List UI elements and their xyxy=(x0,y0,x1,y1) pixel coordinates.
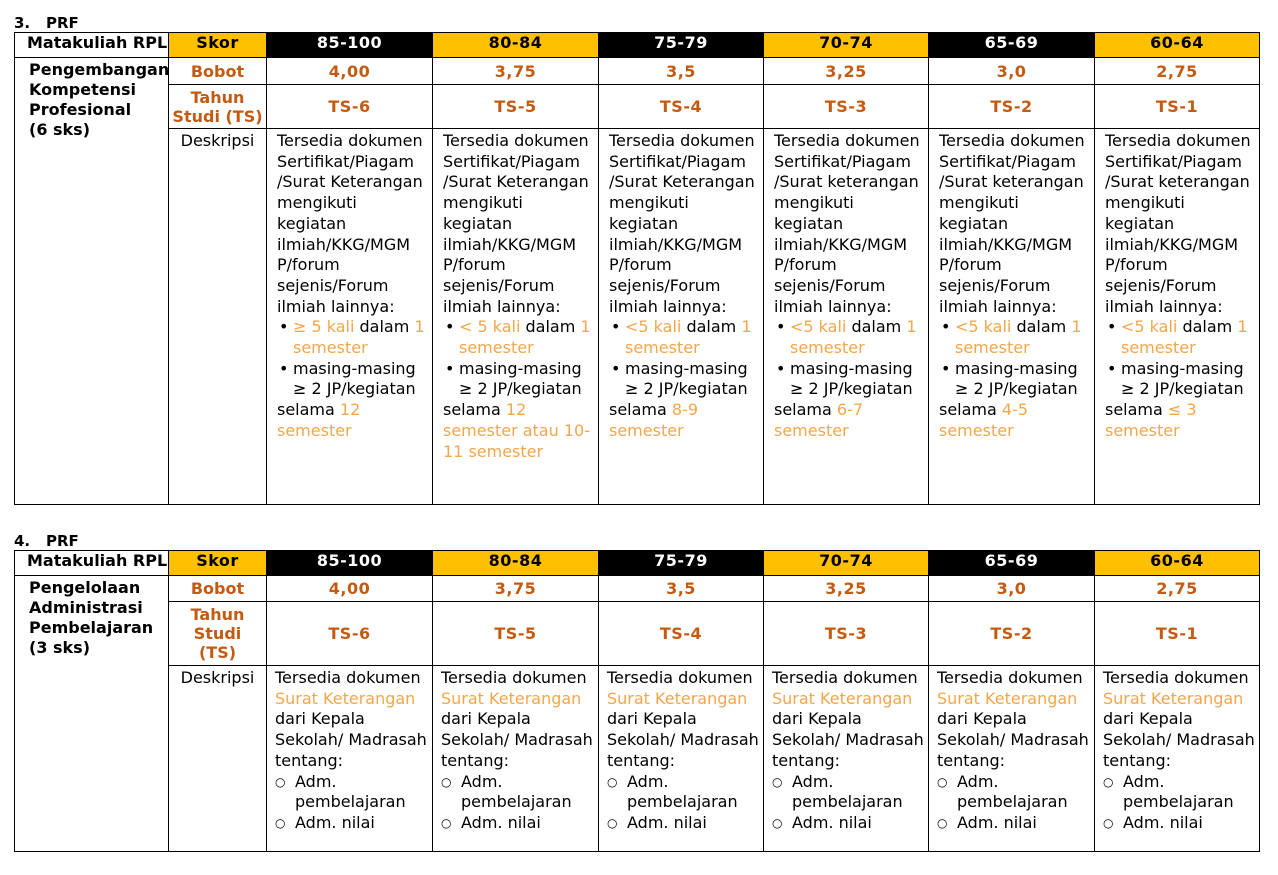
description-bullet xyxy=(939,317,1090,358)
bobot-value: 3,75 xyxy=(433,58,599,85)
deskripsi-row xyxy=(15,129,1260,505)
rubric-table-3 xyxy=(14,32,1260,505)
bobot-value: 3,25 xyxy=(764,58,929,85)
bobot-value: 2,75 xyxy=(1095,58,1260,85)
header-row xyxy=(15,33,1260,58)
description-cell xyxy=(929,666,1095,852)
intro-text: Tersedia dokumen xyxy=(1103,668,1249,687)
tail-text: selama xyxy=(277,400,340,420)
section-4-name: PRF xyxy=(46,532,79,550)
section-3-number: 3. xyxy=(14,14,31,32)
header-score-1: 85-100 xyxy=(267,551,433,576)
description-cell xyxy=(267,129,433,505)
description-bullet xyxy=(443,359,594,400)
description-bullet xyxy=(774,317,924,358)
description-item: ○ Adm. nilai xyxy=(607,813,759,834)
description-tail xyxy=(277,400,428,441)
description-list xyxy=(277,317,428,400)
description-list xyxy=(607,772,759,834)
duration-highlight: 12 semester xyxy=(277,400,361,440)
tail-text: selama xyxy=(1105,400,1168,420)
description-cell xyxy=(929,129,1095,505)
header-row xyxy=(15,551,1260,576)
description-bullet xyxy=(1105,359,1255,400)
deskripsi-row xyxy=(15,666,1260,852)
header-score-6: 60-64 xyxy=(1095,33,1260,58)
bullet-text: masing-masing ≥ 2 JP/kegiatan xyxy=(459,358,582,399)
tahun-value: TS-1 xyxy=(1095,85,1260,129)
bobot-value: 3,75 xyxy=(433,576,599,602)
description-intro xyxy=(607,668,759,772)
duration-highlight: 8-9 semester xyxy=(609,400,699,440)
section-3-name: PRF xyxy=(46,14,79,32)
description-list xyxy=(443,317,594,400)
duration-highlight: 6-7 semester xyxy=(774,400,864,440)
course-credits: (3 sks) xyxy=(29,638,91,657)
description-list xyxy=(1103,772,1255,834)
tahun-value: TS-3 xyxy=(764,85,929,129)
duration-highlight: 4-5 semester xyxy=(939,400,1029,440)
description-list xyxy=(937,772,1090,834)
description-item: ○ Adm. pembelajaran xyxy=(772,772,924,813)
description-item: ○ Adm. pembelajaran xyxy=(607,772,759,813)
description-intro: Tersedia dokumen Sertifikat/Piagam /Surat keterangan mengikuti kegiatan ilmiah/KKG/MGM P/forum sejenis/Forum ilmiah lainnya: xyxy=(939,131,1085,316)
document-highlight: Surat Keterangan xyxy=(275,688,416,708)
section-4-title xyxy=(14,532,1260,550)
description-intro: Tersedia dokumen Sertifikat/Piagam /Surat Keterangan mengikuti kegiatan ilmiah/KKG/MGM P/forum sejenis/Forum ilmiah lainnya: xyxy=(443,131,589,316)
document-highlight: Surat Keterangan xyxy=(441,688,582,708)
description-item: ○ Adm. nilai xyxy=(772,813,924,834)
tail-text: selama xyxy=(609,400,672,420)
duration-highlight: ≤ 3 semester xyxy=(1105,400,1197,440)
tahun-value: TS-5 xyxy=(433,602,599,666)
description-cell xyxy=(599,666,764,852)
bobot-value: 3,5 xyxy=(599,576,764,602)
description-cell xyxy=(599,129,764,505)
description-item: ○ Adm. pembelajaran xyxy=(441,772,594,813)
header-score-2: 80-84 xyxy=(433,33,599,58)
description-item: ○ Adm. pembelajaran xyxy=(937,772,1090,813)
header-score-4: 70-74 xyxy=(764,551,929,576)
bobot-value: 4,00 xyxy=(267,576,433,602)
description-list xyxy=(772,772,924,834)
period-highlight: 1 semester xyxy=(625,317,752,358)
course-line: Kompetensi xyxy=(29,80,136,99)
description-bullet xyxy=(277,317,428,358)
bobot-value: 4,00 xyxy=(267,58,433,85)
document-highlight: Surat Keterangan xyxy=(1103,688,1244,708)
course-line: Pengembangan xyxy=(29,60,170,79)
description-intro: Tersedia dokumen Sertifikat/Piagam /Surat Keterangan mengikuti kegiatan ilmiah/KKG/MGM P/forum sejenis/Forum ilmiah lainnya: xyxy=(609,131,755,316)
description-tail xyxy=(774,400,924,441)
description-bullet xyxy=(609,359,759,400)
description-cell xyxy=(764,666,929,852)
tahun-label: Tahun Studi (TS) xyxy=(169,602,267,666)
period-highlight: 1 semester xyxy=(1121,317,1248,358)
bobot-label: Bobot xyxy=(169,576,267,602)
document-highlight: Surat Keterangan xyxy=(937,688,1078,708)
description-list xyxy=(441,772,594,834)
description-cell xyxy=(764,129,929,505)
course-line: Pembelajaran xyxy=(29,618,154,637)
bobot-value: 3,0 xyxy=(929,58,1095,85)
description-cell xyxy=(267,666,433,852)
description-tail xyxy=(609,400,759,441)
tail-text: selama xyxy=(939,400,1002,420)
header-score-5: 65-69 xyxy=(929,551,1095,576)
bullet-text: dalam xyxy=(846,317,907,337)
tahun-row xyxy=(15,602,1260,666)
intro-text: dari Kepala Sekolah/ Madrasah tentang: xyxy=(937,709,1089,770)
header-score-1: 85-100 xyxy=(267,33,433,58)
description-intro: Tersedia dokumen Sertifikat/Piagam /Surat Keterangan mengikuti kegiatan ilmiah/KKG/MGM P/forum sejenis/Forum ilmiah lainnya: xyxy=(277,131,423,316)
description-list xyxy=(1105,317,1255,400)
document-highlight: Surat Keterangan xyxy=(607,688,748,708)
description-intro xyxy=(441,668,594,772)
section-4-number: 4. xyxy=(14,532,31,550)
description-bullet xyxy=(277,359,428,400)
description-bullet xyxy=(774,359,924,400)
tahun-value: TS-4 xyxy=(599,85,764,129)
description-cell xyxy=(1095,666,1260,852)
period-highlight: 1 semester xyxy=(955,317,1082,358)
description-intro xyxy=(772,668,924,772)
bobot-value: 3,25 xyxy=(764,576,929,602)
description-item: ○ Adm. nilai xyxy=(441,813,594,834)
description-bullet xyxy=(939,359,1090,400)
frequency-highlight: <5 kali xyxy=(790,317,847,337)
description-item: ○ Adm. nilai xyxy=(1103,813,1255,834)
deskripsi-label: Deskripsi xyxy=(169,666,267,852)
bobot-value: 3,0 xyxy=(929,576,1095,602)
intro-text: dari Kepala Sekolah/ Madrasah tentang: xyxy=(1103,709,1255,770)
frequency-highlight: < 5 kali xyxy=(459,317,521,337)
header-score-2: 80-84 xyxy=(433,551,599,576)
description-intro: Tersedia dokumen Sertifikat/Piagam /Surat keterangan mengikuti kegiatan ilmiah/KKG/MGM P/forum sejenis/Forum ilmiah lainnya: xyxy=(1105,131,1251,316)
period-highlight: 1 semester xyxy=(293,317,425,358)
course-credits: (6 sks) xyxy=(29,120,91,139)
intro-text: Tersedia dokumen xyxy=(441,668,587,687)
tail-text: selama xyxy=(443,400,506,420)
description-bullet xyxy=(609,317,759,358)
description-tail xyxy=(939,400,1090,441)
course-line: Administrasi xyxy=(29,598,143,617)
bobot-row xyxy=(15,576,1260,602)
description-item: ○ Adm. pembelajaran xyxy=(275,772,428,813)
description-intro xyxy=(275,668,428,772)
document-highlight: Surat Keterangan xyxy=(772,688,913,708)
bullet-text: dalam xyxy=(354,317,415,337)
section-3-title xyxy=(14,14,1260,32)
course-name xyxy=(15,58,169,505)
intro-text: dari Kepala Sekolah/ Madrasah tentang: xyxy=(607,709,759,770)
description-item: ○ Adm. nilai xyxy=(275,813,428,834)
description-bullet xyxy=(443,317,594,358)
bullet-text: masing-masing ≥ 2 JP/kegiatan xyxy=(955,358,1078,399)
section-4 xyxy=(14,532,1260,852)
description-list xyxy=(939,317,1090,400)
header-score-5: 65-69 xyxy=(929,33,1095,58)
intro-text: Tersedia dokumen xyxy=(937,668,1083,687)
header-score-3: 75-79 xyxy=(599,551,764,576)
tahun-value: TS-1 xyxy=(1095,602,1260,666)
frequency-highlight: ≥ 5 kali xyxy=(293,317,355,337)
intro-text: dari Kepala Sekolah/ Madrasah tentang: xyxy=(772,709,924,770)
description-cell xyxy=(433,129,599,505)
frequency-highlight: <5 kali xyxy=(1121,317,1178,337)
description-cell xyxy=(433,666,599,852)
bullet-text: masing-masing ≥ 2 JP/kegiatan xyxy=(625,358,748,399)
rubric-table-4 xyxy=(14,550,1260,852)
period-highlight: 1 semester xyxy=(790,317,917,358)
description-intro xyxy=(937,668,1090,772)
header-score-6: 60-64 xyxy=(1095,551,1260,576)
description-bullet xyxy=(1105,317,1255,358)
header-matakuliah: Matakuliah RPL xyxy=(15,551,169,576)
header-skor: Skor xyxy=(169,33,267,58)
intro-text: dari Kepala Sekolah/ Madrasah tentang: xyxy=(441,709,593,770)
deskripsi-label: Deskripsi xyxy=(169,129,267,505)
intro-text: Tersedia dokumen xyxy=(607,668,753,687)
bobot-value: 3,5 xyxy=(599,58,764,85)
tahun-value: TS-4 xyxy=(599,602,764,666)
intro-text: Tersedia dokumen xyxy=(275,668,421,687)
tahun-value: TS-2 xyxy=(929,602,1095,666)
description-list xyxy=(609,317,759,400)
bullet-text: dalam xyxy=(1177,317,1238,337)
duration-highlight: 12 semester atau 10-11 semester xyxy=(443,400,590,461)
description-tail xyxy=(443,400,594,462)
tahun-value: TS-5 xyxy=(433,85,599,129)
frequency-highlight: <5 kali xyxy=(625,317,682,337)
bobot-row xyxy=(15,58,1260,85)
bullet-text: dalam xyxy=(1011,317,1072,337)
tail-text: selama xyxy=(774,400,837,420)
course-line: Profesional xyxy=(29,100,132,119)
description-cell xyxy=(1095,129,1260,505)
bullet-text: masing-masing ≥ 2 JP/kegiatan xyxy=(1121,358,1244,399)
description-item: ○ Adm. nilai xyxy=(937,813,1090,834)
bobot-label: Bobot xyxy=(169,58,267,85)
period-highlight: 1 semester xyxy=(459,317,591,358)
description-list xyxy=(774,317,924,400)
tahun-label: Tahun Studi (TS) xyxy=(169,85,267,129)
description-list xyxy=(275,772,428,834)
course-line: Pengelolaan xyxy=(29,578,141,597)
bullet-text: masing-masing ≥ 2 JP/kegiatan xyxy=(293,358,416,399)
section-3 xyxy=(14,14,1260,505)
header-score-3: 75-79 xyxy=(599,33,764,58)
bobot-value: 2,75 xyxy=(1095,576,1260,602)
header-score-4: 70-74 xyxy=(764,33,929,58)
intro-text: dari Kepala Sekolah/ Madrasah tentang: xyxy=(275,709,427,770)
tahun-value: TS-6 xyxy=(267,602,433,666)
description-item: ○ Adm. pembelajaran xyxy=(1103,772,1255,813)
bullet-text: dalam xyxy=(681,317,742,337)
description-intro: Tersedia dokumen Sertifikat/Piagam /Surat keterangan mengikuti kegiatan ilmiah/KKG/MGM P/forum sejenis/Forum ilmiah lainnya: xyxy=(774,131,920,316)
tahun-value: TS-3 xyxy=(764,602,929,666)
tahun-value: TS-6 xyxy=(267,85,433,129)
header-matakuliah: Matakuliah RPL xyxy=(15,33,169,58)
tahun-value: TS-2 xyxy=(929,85,1095,129)
bullet-text: dalam xyxy=(520,317,581,337)
intro-text: Tersedia dokumen xyxy=(772,668,918,687)
description-tail xyxy=(1105,400,1255,441)
bullet-text: masing-masing ≥ 2 JP/kegiatan xyxy=(790,358,913,399)
tahun-row xyxy=(15,85,1260,129)
description-intro xyxy=(1103,668,1255,772)
header-skor: Skor xyxy=(169,551,267,576)
frequency-highlight: <5 kali xyxy=(955,317,1012,337)
course-name xyxy=(15,576,169,852)
